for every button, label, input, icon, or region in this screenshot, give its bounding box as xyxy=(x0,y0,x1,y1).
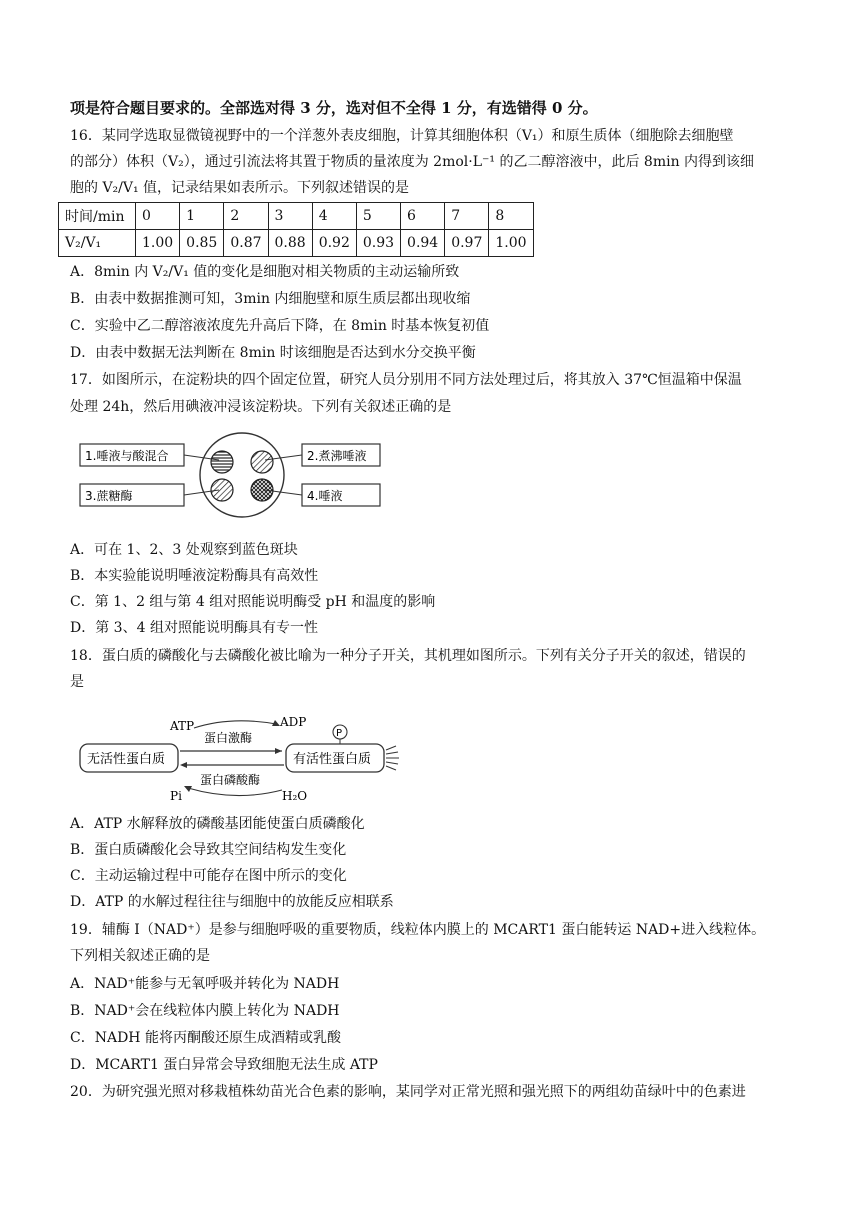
q19-option-d: D．MCART1 蛋白异常会导致细胞无法生成 ATP xyxy=(70,1057,378,1073)
adp-label: ADP xyxy=(280,715,307,729)
phosphatase-arc xyxy=(188,788,282,796)
table-cell: 1.00 xyxy=(489,230,533,257)
table-cell: 5 xyxy=(356,203,400,230)
spot-3 xyxy=(211,479,233,501)
table-cell: 0.97 xyxy=(445,230,489,257)
q17-stem-line-2: 处理 24h，然后用碘液冲浸该淀粉块。下列有关叙述正确的是 xyxy=(70,399,452,415)
atp-label: ATP xyxy=(170,719,195,733)
q18-option-b: B．蛋白质磷酸化会导致其空间结构发生变化 xyxy=(70,842,347,858)
phosphatase-label: 蛋白磷酸酶 xyxy=(200,773,261,787)
q18-option-a: A．ATP 水解释放的磷酸基团能使蛋白质磷酸化 xyxy=(70,816,365,832)
q16-option-c: C．实验中乙二醇溶液浓度先升高后下降，在 8min 时基本恢复初值 xyxy=(70,318,490,334)
spot-4 xyxy=(251,479,273,501)
label-4-text: 4.唾液 xyxy=(307,489,343,503)
table-cell: 0 xyxy=(136,203,180,230)
table-cell: 0.87 xyxy=(224,230,268,257)
q18-molecular-switch-figure xyxy=(76,708,406,802)
q18-option-d: D．ATP 的水解过程往往与细胞中的放能反应相联系 xyxy=(70,894,394,910)
q19-option-b: B．NAD⁺会在线粒体内膜上转化为 NADH xyxy=(70,1003,340,1019)
activity-rays xyxy=(386,746,399,770)
q16-stem-line-3: 胞的 V₂/V₁ 值，记录结果如表所示。下列叙述错误的是 xyxy=(70,180,410,196)
active-protein-label: 有活性蛋白质 xyxy=(293,752,372,767)
kinase-arc xyxy=(194,721,276,728)
table-cell: 0.94 xyxy=(401,230,445,257)
q20-stem-line-1: 20．为研究强光照对移栽植株幼苗光合色素的影响，某同学对正常光照和强光照下的两组幼苗绿叶中的色素进 xyxy=(70,1084,746,1100)
spot-1 xyxy=(211,451,233,473)
table-cell: 0.93 xyxy=(356,230,400,257)
q16-option-a: A．8min 内 V₂/V₁ 值的变化是细胞对相关物质的主动运输所致 xyxy=(70,264,460,280)
table-row xyxy=(59,203,534,230)
q16-stem-line-1: 16．某同学选取显微镜视野中的一个洋葱外表皮细胞，计算其细胞体积（V₁）和原生质体（细胞除去细胞壁 xyxy=(70,128,734,144)
label-2-text: 2.煮沸唾液 xyxy=(307,449,367,463)
q17-starch-block-figure xyxy=(76,430,386,520)
table-row xyxy=(59,230,534,257)
q17-option-d: D．第 3、4 组对照能说明酶具有专一性 xyxy=(70,620,318,636)
q19-option-a: A．NAD⁺能参与无氧呼吸并转化为 NADH xyxy=(70,976,340,992)
q18-option-c: C．主动运输过程中可能存在图中所示的变化 xyxy=(70,868,347,884)
table-cell: 0.85 xyxy=(180,230,224,257)
q16-data-table xyxy=(58,202,534,257)
table-cell: 2 xyxy=(224,203,268,230)
inactive-protein-label: 无活性蛋白质 xyxy=(87,752,166,767)
table-cell: 4 xyxy=(312,203,356,230)
q16-option-b: B．由表中数据推测可知，3min 内细胞壁和原生质层都出现收缩 xyxy=(70,291,471,307)
q17-stem-line-1: 17．如图所示，在淀粉块的四个固定位置，研究人员分别用不同方法处理过后，将其放入 37℃恒温箱中保温 xyxy=(70,372,742,388)
q17-option-b: B．本实验能说明唾液淀粉酶具有高效性 xyxy=(70,568,319,584)
water-label: H₂O xyxy=(282,789,308,802)
table-cell: 0.88 xyxy=(268,230,312,257)
q19-stem-line-2: 下列相关叙述正确的是 xyxy=(70,948,210,964)
phosphate-symbol-label: P xyxy=(336,728,343,739)
table-cell: 6 xyxy=(401,203,445,230)
table-cell: 1.00 xyxy=(136,230,180,257)
table-cell: 7 xyxy=(445,203,489,230)
table-cell: 8 xyxy=(489,203,533,230)
label-3-text: 3.蔗糖酶 xyxy=(85,489,133,503)
q18-stem-line-1: 18．蛋白质的磷酸化与去磷酸化被比喻为一种分子开关，其机理如图所示。下列有关分子开关的叙述，错误的 xyxy=(70,648,746,664)
q17-option-a: A．可在 1、2、3 处观察到蓝色斑块 xyxy=(70,542,298,558)
pi-label: Pi xyxy=(170,789,182,802)
q16-option-d: D．由表中数据无法判断在 8min 时该细胞是否达到水分交换平衡 xyxy=(70,345,476,361)
spot-2 xyxy=(251,451,273,473)
q18-stem-line-2: 是 xyxy=(70,674,84,690)
starch-block xyxy=(200,433,284,517)
q19-option-c: C．NADH 能将丙酮酸还原生成酒精或乳酸 xyxy=(70,1030,341,1046)
q19-stem-line-1: 19．辅酶 I（NAD⁺）是参与细胞呼吸的重要物质，线粒体内膜上的 MCART1 蛋白能转运 NAD+进入线粒体。 xyxy=(70,922,766,938)
label-1-text: 1.唾液与酸混合 xyxy=(85,449,169,463)
table-cell: 3 xyxy=(268,203,312,230)
kinase-label: 蛋白激酶 xyxy=(204,731,253,745)
reverse-arrowhead xyxy=(180,762,187,768)
table-cell: 0.92 xyxy=(312,230,356,257)
table-cell: 1 xyxy=(180,203,224,230)
section-instruction: 项是符合题目要求的。全部选对得 3 分，选对但不全得 1 分，有选错得 0 分。 xyxy=(70,99,598,117)
table-cell: V₂/V₁ xyxy=(59,230,136,257)
table-cell: 时间/min xyxy=(59,203,136,230)
forward-arrowhead xyxy=(275,748,282,754)
q17-option-c: C．第 1、2 组与第 4 组对照能说明酶受 pH 和温度的影响 xyxy=(70,594,436,610)
q16-stem-line-2: 的部分）体积（V₂），通过引流法将其置于物质的量浓度为 2mol·L⁻¹ 的乙二醇溶液中，此后 8min 内得到该细 xyxy=(70,154,755,170)
